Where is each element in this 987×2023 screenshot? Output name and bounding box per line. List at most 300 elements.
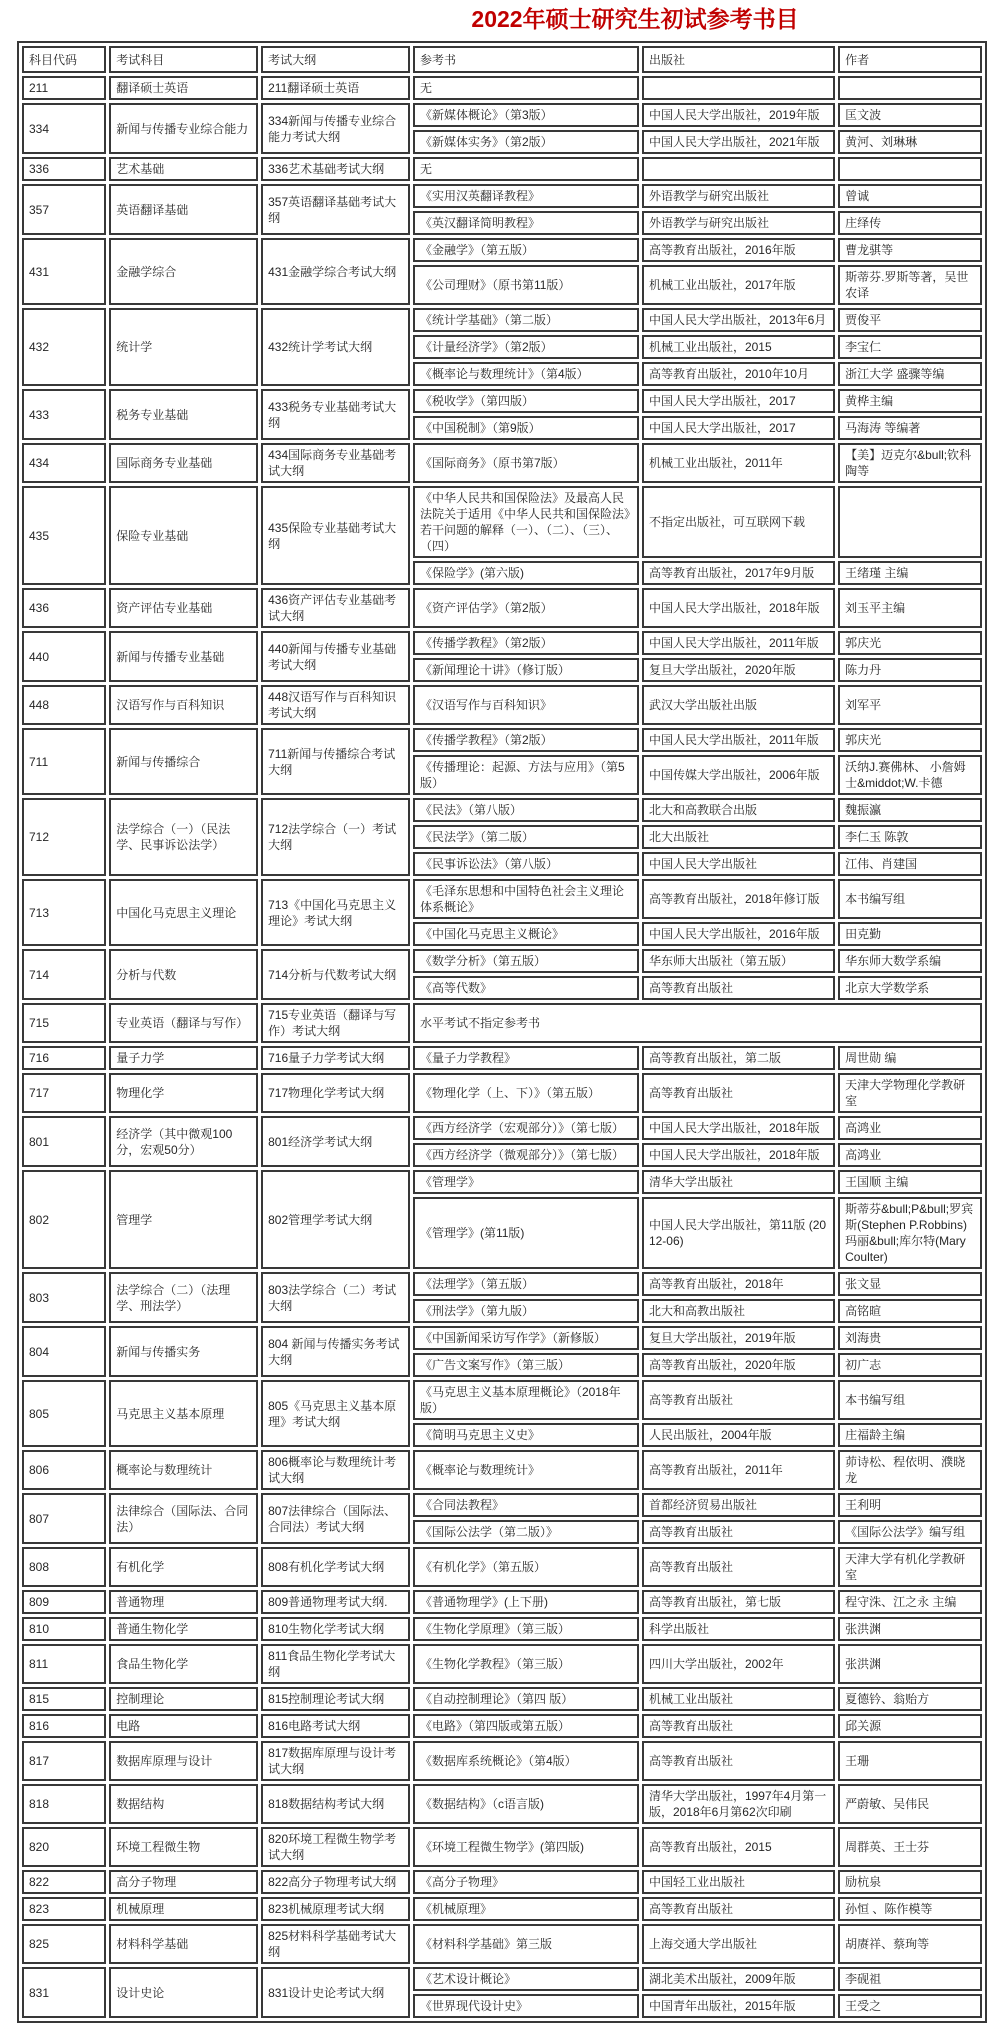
code-cell: 823 — [22, 1897, 106, 1921]
author-cell — [838, 486, 982, 558]
author-cell: 天津大学物理化学教研室 — [838, 1073, 982, 1113]
subject-cell: 中国化马克思主义理论 — [109, 879, 258, 946]
code-cell: 716 — [22, 1046, 106, 1070]
outline-cell: 804 新闻与传播实务考试大纲 — [261, 1326, 410, 1377]
table-row — [22, 157, 982, 181]
publisher-cell: 高等教育出版社，2010年10月 — [642, 362, 835, 386]
book-cell: 《数据结构》（c语言版) — [413, 1784, 639, 1824]
author-cell: 邱关源 — [838, 1714, 982, 1738]
outline-cell: 716量子力学考试大纲 — [261, 1046, 410, 1070]
book-cell: 《统计学基础》（第二版） — [413, 308, 639, 332]
book-cell: 无 — [413, 157, 639, 181]
book-cell: 无 — [413, 76, 639, 100]
title-row — [0, 0, 987, 41]
publisher-cell: 中国人民大学出版社，2018年版 — [642, 588, 835, 628]
author-cell: 王国顺 主编 — [838, 1170, 982, 1194]
author-cell: 曹龙骐等 — [838, 238, 982, 262]
code-cell: 825 — [22, 1924, 106, 1964]
book-cell: 《税收学》（第四版） — [413, 389, 639, 413]
table-row — [22, 1326, 982, 1350]
book-cell: 《概率论与数理统计》 — [413, 1450, 639, 1490]
table-row — [22, 1924, 982, 1964]
publisher-cell: 中国人民大学出版社，2019年版 — [642, 103, 835, 127]
code-cell: 802 — [22, 1170, 106, 1269]
publisher-cell: 高等教育出版社 — [642, 1520, 835, 1544]
book-cell: 《实用汉英翻译教程》 — [413, 184, 639, 208]
book-cell: 《西方经济学（微观部分）》（第七版） — [413, 1143, 639, 1167]
publisher-cell: 中国人民大学出版社，2017 — [642, 389, 835, 413]
book-cell: 水平考试不指定参考书 — [413, 1003, 982, 1043]
author-cell: 夏德钤、翁贻方 — [838, 1687, 982, 1711]
code-cell: 714 — [22, 949, 106, 1000]
outline-cell: 816电路考试大纲 — [261, 1714, 410, 1738]
subject-cell: 设计史论 — [109, 1967, 258, 2018]
author-cell: 孙恒 、陈作模等 — [838, 1897, 982, 1921]
book-cell: 《生物化学原理》（第三版） — [413, 1617, 639, 1641]
table-row — [22, 103, 982, 127]
book-cell: 《新媒体概论》（第3版） — [413, 103, 639, 127]
publisher-cell: 高等教育出版社 — [642, 976, 835, 1000]
code-cell: 211 — [22, 76, 106, 100]
subject-cell: 经济学（其中微观100分，宏观50分） — [109, 1116, 258, 1167]
code-cell: 432 — [22, 308, 106, 386]
publisher-cell: 高等教育出版社 — [642, 1741, 835, 1781]
code-cell: 440 — [22, 631, 106, 682]
book-cell: 《机械原理》 — [413, 1897, 639, 1921]
publisher-cell: 中国人民大学出版社，2017 — [642, 416, 835, 440]
table-row — [22, 1116, 982, 1140]
author-cell: 庄绎传 — [838, 211, 982, 235]
subject-cell: 新闻与传播专业基础 — [109, 631, 258, 682]
table-row — [22, 443, 982, 483]
outline-cell: 711新闻与传播综合考试大纲 — [261, 728, 410, 795]
code-cell: 711 — [22, 728, 106, 795]
table-row — [22, 238, 982, 262]
book-cell: 《合同法教程》 — [413, 1493, 639, 1517]
publisher-cell: 首都经济贸易出版社 — [642, 1493, 835, 1517]
subject-cell: 马克思主义基本原理 — [109, 1380, 258, 1447]
book-cell: 《高等代数》 — [413, 976, 639, 1000]
outline-cell: 434国际商务专业基础考试大纲 — [261, 443, 410, 483]
outline-cell: 432统计学考试大纲 — [261, 308, 410, 386]
subject-cell: 分析与代数 — [109, 949, 258, 1000]
subject-cell: 保险专业基础 — [109, 486, 258, 585]
book-cell: 《计量经济学》（第2版） — [413, 335, 639, 359]
author-cell: 郭庆光 — [838, 728, 982, 752]
outline-cell: 811食品生物化学考试大纲 — [261, 1644, 410, 1684]
book-cell: 《有机化学》（第五版） — [413, 1547, 639, 1587]
publisher-cell: 高等教育出版社 — [642, 1714, 835, 1738]
subject-cell: 数据结构 — [109, 1784, 258, 1824]
author-cell: 励杭泉 — [838, 1870, 982, 1894]
subject-cell: 概率论与数理统计 — [109, 1450, 258, 1490]
table-row — [22, 1827, 982, 1867]
table-row — [22, 949, 982, 973]
code-cell: 808 — [22, 1547, 106, 1587]
table-row — [22, 1073, 982, 1113]
book-cell: 《中华人民共和国保险法》及最高人民法院关于适用《中华人民共和国保险法》若干问题的解释（一）、（二）、（三）、（四） — [413, 486, 639, 558]
publisher-cell: 高等教育出版社，2016年版 — [642, 238, 835, 262]
outline-cell: 825材料科学基础考试大纲 — [261, 1924, 410, 1964]
publisher-cell: 高等教育出版社，第二版 — [642, 1046, 835, 1070]
author-cell: 王绪瑾 主编 — [838, 561, 982, 585]
author-cell: 刘军平 — [838, 685, 982, 725]
author-cell — [838, 157, 982, 181]
subject-cell: 数据库原理与设计 — [109, 1741, 258, 1781]
outline-cell: 440新闻与传播专业基础考试大纲 — [261, 631, 410, 682]
author-cell: 刘玉平主编 — [838, 588, 982, 628]
table-row — [22, 308, 982, 332]
book-cell: 《新闻理论十讲》（修订版） — [413, 658, 639, 682]
book-cell: 《西方经济学（宏观部分）》（第七版） — [413, 1116, 639, 1140]
subject-cell: 法学综合（二）（法理学、刑法学） — [109, 1272, 258, 1323]
book-cell: 《刑法学》（第九版） — [413, 1299, 639, 1323]
subject-cell: 国际商务专业基础 — [109, 443, 258, 483]
publisher-cell: 中国人民大学出版社，2011年版 — [642, 728, 835, 752]
subject-cell: 资产评估专业基础 — [109, 588, 258, 628]
author-cell: 本书编写组 — [838, 1380, 982, 1420]
publisher-cell: 高等教育出版社，2011年 — [642, 1450, 835, 1490]
publisher-cell — [642, 76, 835, 100]
author-cell: 张洪渊 — [838, 1617, 982, 1641]
code-cell: 818 — [22, 1784, 106, 1824]
table-row — [22, 1272, 982, 1296]
outline-cell: 714分析与代数考试大纲 — [261, 949, 410, 1000]
publisher-cell: 中国人民大学出版社，2011年版 — [642, 631, 835, 655]
book-cell: 《保险学》(第六版) — [413, 561, 639, 585]
publisher-cell: 北大出版社 — [642, 825, 835, 849]
publisher-cell: 高等教育出版社，2015 — [642, 1827, 835, 1867]
publisher-cell: 北大和高教出版社 — [642, 1299, 835, 1323]
author-cell: 李砚祖 — [838, 1967, 982, 1991]
author-cell: 高鸿业 — [838, 1116, 982, 1140]
table-row — [22, 1644, 982, 1684]
author-cell: 胡赓祥、蔡珣等 — [838, 1924, 982, 1964]
author-cell: 严蔚敏、吴伟民 — [838, 1784, 982, 1824]
column-header: 出版社 — [642, 46, 835, 73]
subject-cell: 税务专业基础 — [109, 389, 258, 440]
book-cell: 《汉语写作与百科知识》 — [413, 685, 639, 725]
author-cell: 沃纳J.赛佛林、 小詹姆士&middot;W.卡德 — [838, 755, 982, 795]
publisher-cell: 人民出版社，2004年版 — [642, 1423, 835, 1447]
subject-cell: 新闻与传播专业综合能力 — [109, 103, 258, 154]
author-cell: 华东师大数学系编 — [838, 949, 982, 973]
subject-cell: 艺术基础 — [109, 157, 258, 181]
subject-cell: 材料科学基础 — [109, 1924, 258, 1964]
subject-cell: 食品生物化学 — [109, 1644, 258, 1684]
outline-cell: 715专业英语（翻译与写作）考试大纲 — [261, 1003, 410, 1043]
book-cell: 《民法》（第八版） — [413, 798, 639, 822]
subject-cell: 环境工程微生物 — [109, 1827, 258, 1867]
publisher-cell: 清华大学出版社，1997年4月第一版，2018年6月第62次印刷 — [642, 1784, 835, 1824]
author-cell: 程守洙、江之永 主编 — [838, 1590, 982, 1614]
book-cell: 《管理学》 — [413, 1170, 639, 1194]
publisher-cell: 高等教育出版社，2018年 — [642, 1272, 835, 1296]
publisher-cell: 中国传媒大学出版社，2006年版 — [642, 755, 835, 795]
table-row — [22, 728, 982, 752]
table-row — [22, 1590, 982, 1614]
publisher-cell: 中国人民大学出版社，2021年版 — [642, 130, 835, 154]
table-row — [22, 879, 982, 919]
subject-cell: 法律综合（国际法、合同法） — [109, 1493, 258, 1544]
outline-cell: 433税务专业基础考试大纲 — [261, 389, 410, 440]
subject-cell: 英语翻译基础 — [109, 184, 258, 235]
publisher-cell: 复旦大学出版社，2019年版 — [642, 1326, 835, 1350]
book-cell: 《概率论与数理统计》（第4版） — [413, 362, 639, 386]
table-row — [22, 1380, 982, 1420]
author-cell: 初广志 — [838, 1353, 982, 1377]
publisher-cell: 中国青年出版社，2015年版 — [642, 1994, 835, 2018]
subject-cell: 管理学 — [109, 1170, 258, 1269]
reference-book-table — [17, 41, 987, 2023]
author-cell: 斯蒂芬.罗斯等著，吴世农译 — [838, 265, 982, 305]
outline-cell: 817数据库原理与设计考试大纲 — [261, 1741, 410, 1781]
book-cell: 《物理化学（上、下）》（第五版） — [413, 1073, 639, 1113]
code-cell: 436 — [22, 588, 106, 628]
author-cell: 王利明 — [838, 1493, 982, 1517]
author-cell: 斯蒂芬&bull;P&bull;罗宾斯(Stephen P.Robbins) 玛丽&bull;库尔特(Mary Coulter) — [838, 1197, 982, 1269]
outline-cell: 431金融学综合考试大纲 — [261, 238, 410, 305]
publisher-cell: 机械工业出版社，2017年版 — [642, 265, 835, 305]
table-row — [22, 1003, 982, 1043]
table-row — [22, 389, 982, 413]
column-header: 考试大纲 — [261, 46, 410, 73]
subject-cell: 统计学 — [109, 308, 258, 386]
outline-cell: 717物理化学考试大纲 — [261, 1073, 410, 1113]
column-header: 作者 — [838, 46, 982, 73]
outline-cell: 802管理学考试大纲 — [261, 1170, 410, 1269]
code-cell: 434 — [22, 443, 106, 483]
author-cell: 陈力丹 — [838, 658, 982, 682]
book-cell: 《传播学教程》（第2版） — [413, 728, 639, 752]
publisher-cell: 上海交通大学出版社 — [642, 1924, 835, 1964]
outline-cell: 803法学综合（二）考试大纲 — [261, 1272, 410, 1323]
code-cell: 713 — [22, 879, 106, 946]
table-row — [22, 631, 982, 655]
outline-cell: 334新闻与传播专业综合能力考试大纲 — [261, 103, 410, 154]
code-cell: 433 — [22, 389, 106, 440]
outline-cell: 823机械原理考试大纲 — [261, 1897, 410, 1921]
column-header: 科目代码 — [22, 46, 106, 73]
subject-cell: 控制理论 — [109, 1687, 258, 1711]
author-cell: 魏振瀛 — [838, 798, 982, 822]
outline-cell: 436资产评估专业基础考试大纲 — [261, 588, 410, 628]
outline-cell: 801经济学考试大纲 — [261, 1116, 410, 1167]
publisher-cell: 高等教育出版社，2017年9月版 — [642, 561, 835, 585]
table-row — [22, 1741, 982, 1781]
code-cell: 336 — [22, 157, 106, 181]
subject-cell: 新闻与传播实务 — [109, 1326, 258, 1377]
book-cell: 《马克思主义基本原理概论》（2018年版） — [413, 1380, 639, 1420]
code-cell: 822 — [22, 1870, 106, 1894]
table-row — [22, 1617, 982, 1641]
book-cell: 《国际公法学（第二版）》 — [413, 1520, 639, 1544]
subject-cell: 普通生物化学 — [109, 1617, 258, 1641]
author-cell: 本书编写组 — [838, 879, 982, 919]
code-cell: 817 — [22, 1741, 106, 1781]
publisher-cell: 机械工业出版社 — [642, 1687, 835, 1711]
book-cell: 《数学分析》（第五版） — [413, 949, 639, 973]
book-cell: 《自动控制理论》（第四 版） — [413, 1687, 639, 1711]
code-cell: 448 — [22, 685, 106, 725]
outline-cell: 822高分子物理考试大纲 — [261, 1870, 410, 1894]
table-row — [22, 1967, 982, 1991]
publisher-cell: 湖北美术出版社，2009年版 — [642, 1967, 835, 1991]
book-cell: 《毛泽东思想和中国特色社会主义理论体系概论》 — [413, 879, 639, 919]
book-cell: 《广告文案写作》（第三版） — [413, 1353, 639, 1377]
publisher-cell: 不指定出版社，可互联网下载 — [642, 486, 835, 558]
publisher-cell: 华东师大出版社（第五版） — [642, 949, 835, 973]
publisher-cell: 中国人民大学出版社，2013年6月 — [642, 308, 835, 332]
code-cell: 806 — [22, 1450, 106, 1490]
publisher-cell: 中国人民大学出版社，2018年版 — [642, 1143, 835, 1167]
outline-cell: 805《马克思主义基本原理》考试大纲 — [261, 1380, 410, 1447]
table-body — [22, 76, 982, 2018]
outline-cell: 818数据结构考试大纲 — [261, 1784, 410, 1824]
author-cell: 《国际公法学》编写组 — [838, 1520, 982, 1544]
table-row — [22, 1170, 982, 1194]
outline-cell: 820环境工程微生物学考试大纲 — [261, 1827, 410, 1867]
outline-cell: 211翻译硕士英语 — [261, 76, 410, 100]
book-cell: 《材料科学基础》第三版 — [413, 1924, 639, 1964]
book-cell: 《国际商务》（原书第7版） — [413, 443, 639, 483]
book-cell: 《民事诉讼法》（第八版） — [413, 852, 639, 876]
author-cell: 贾俊平 — [838, 308, 982, 332]
code-cell: 801 — [22, 1116, 106, 1167]
author-cell: 王珊 — [838, 1741, 982, 1781]
publisher-cell: 高等教育出版社 — [642, 1547, 835, 1587]
subject-cell: 量子力学 — [109, 1046, 258, 1070]
subject-cell: 翻译硕士英语 — [109, 76, 258, 100]
book-cell: 《传播学教程》（第2版） — [413, 631, 639, 655]
book-cell: 《环境工程微生物学》(第四版) — [413, 1827, 639, 1867]
book-cell: 《公司理财》（原书第11版） — [413, 265, 639, 305]
publisher-cell: 四川大学出版社，2002年 — [642, 1644, 835, 1684]
publisher-cell: 高等教育出版社，第七版 — [642, 1590, 835, 1614]
table-row — [22, 1493, 982, 1517]
author-cell: 【美】迈克尔&bull;钦科陶等 — [838, 443, 982, 483]
code-cell: 717 — [22, 1073, 106, 1113]
code-cell: 803 — [22, 1272, 106, 1323]
publisher-cell: 中国人民大学出版社 — [642, 852, 835, 876]
author-cell: 北京大学数学系 — [838, 976, 982, 1000]
author-cell: 江伟、肖建国 — [838, 852, 982, 876]
author-cell: 黄河、刘琳琳 — [838, 130, 982, 154]
book-cell: 《普通物理学》(上下册) — [413, 1590, 639, 1614]
book-cell: 《世界现代设计史》 — [413, 1994, 639, 2018]
table-row — [22, 1547, 982, 1587]
header-row — [22, 46, 982, 73]
author-cell: 周群英、王士芬 — [838, 1827, 982, 1867]
outline-cell: 809普通物理考试大纲. — [261, 1590, 410, 1614]
author-cell: 天津大学有机化学教研室 — [838, 1547, 982, 1587]
code-cell: 712 — [22, 798, 106, 876]
publisher-cell: 中国人民大学出版社，2016年版 — [642, 922, 835, 946]
subject-cell: 金融学综合 — [109, 238, 258, 305]
book-cell: 《资产评估学》（第2版） — [413, 588, 639, 628]
code-cell: 811 — [22, 1644, 106, 1684]
code-cell: 357 — [22, 184, 106, 235]
code-cell: 435 — [22, 486, 106, 585]
book-cell: 《艺术设计概论》 — [413, 1967, 639, 1991]
publisher-cell — [642, 157, 835, 181]
table-row — [22, 1687, 982, 1711]
code-cell: 831 — [22, 1967, 106, 2018]
book-cell: 《电路》（第四版或第五版） — [413, 1714, 639, 1738]
author-cell: 李仁玉 陈敦 — [838, 825, 982, 849]
table-row — [22, 1714, 982, 1738]
publisher-cell: 外语教学与研究出版社 — [642, 211, 835, 235]
author-cell: 王受之 — [838, 1994, 982, 2018]
book-cell: 《法理学》（第五版） — [413, 1272, 639, 1296]
book-cell: 《英汉翻译简明教程》 — [413, 211, 639, 235]
publisher-cell: 机械工业出版社，2015 — [642, 335, 835, 359]
author-cell: 曾诚 — [838, 184, 982, 208]
subject-cell: 电路 — [109, 1714, 258, 1738]
book-cell: 《数据库系统概论》（第4版） — [413, 1741, 639, 1781]
code-cell: 809 — [22, 1590, 106, 1614]
outline-cell: 712法学综合（一）考试大纲 — [261, 798, 410, 876]
subject-cell: 普通物理 — [109, 1590, 258, 1614]
author-cell: 高铭暄 — [838, 1299, 982, 1323]
book-cell: 《传播理论：起源、方法与应用》（第5版） — [413, 755, 639, 795]
code-cell: 715 — [22, 1003, 106, 1043]
outline-cell: 448汉语写作与百科知识考试大纲 — [261, 685, 410, 725]
outline-cell: 808有机化学考试大纲 — [261, 1547, 410, 1587]
code-cell: 334 — [22, 103, 106, 154]
book-cell: 《生物化学教程》（第三版） — [413, 1644, 639, 1684]
table-row — [22, 1046, 982, 1070]
author-cell: 田克勤 — [838, 922, 982, 946]
author-cell: 匡文波 — [838, 103, 982, 127]
publisher-cell: 北大和高教联合出版 — [642, 798, 835, 822]
book-cell: 《新媒体实务》（第2版） — [413, 130, 639, 154]
publisher-cell: 中国轻工业出版社 — [642, 1870, 835, 1894]
book-cell: 《高分子物理》 — [413, 1870, 639, 1894]
publisher-cell: 高等教育出版社，2018年修订版 — [642, 879, 835, 919]
book-cell: 《中国新闻采访写作学》（新修版） — [413, 1326, 639, 1350]
subject-cell: 法学综合（一）（民法学、民事诉讼法学） — [109, 798, 258, 876]
author-cell: 茆诗松、程依明、濮晓龙 — [838, 1450, 982, 1490]
code-cell: 431 — [22, 238, 106, 305]
subject-cell: 新闻与传播综合 — [109, 728, 258, 795]
outline-cell: 357英语翻译基础考试大纲 — [261, 184, 410, 235]
book-cell: 《简明马克思主义史》 — [413, 1423, 639, 1447]
author-cell: 黄桦主编 — [838, 389, 982, 413]
code-cell: 810 — [22, 1617, 106, 1641]
outline-cell: 815控制理论考试大纲 — [261, 1687, 410, 1711]
author-cell: 张文显 — [838, 1272, 982, 1296]
code-cell: 816 — [22, 1714, 106, 1738]
outline-cell: 831设计史论考试大纲 — [261, 1967, 410, 2018]
table-row — [22, 588, 982, 628]
publisher-cell: 清华大学出版社 — [642, 1170, 835, 1194]
code-cell: 820 — [22, 1827, 106, 1867]
column-header: 考试科目 — [109, 46, 258, 73]
book-cell: 《管理学》(第11版) — [413, 1197, 639, 1269]
table-row — [22, 798, 982, 822]
outline-cell: 806概率论与数理统计考试大纲 — [261, 1450, 410, 1490]
subject-cell: 机械原理 — [109, 1897, 258, 1921]
code-cell: 815 — [22, 1687, 106, 1711]
publisher-cell: 中国人民大学出版社，2018年版 — [642, 1116, 835, 1140]
publisher-cell: 中国人民大学出版社，第11版 (2012-06) — [642, 1197, 835, 1269]
page-title: 2022年硕士研究生初试参考书目 — [471, 6, 799, 32]
outline-cell: 713《中国化马克思主义理论》考试大纲 — [261, 879, 410, 946]
author-cell — [838, 76, 982, 100]
author-cell: 张洪渊 — [838, 1644, 982, 1684]
author-cell: 浙江大学 盛骤等编 — [838, 362, 982, 386]
